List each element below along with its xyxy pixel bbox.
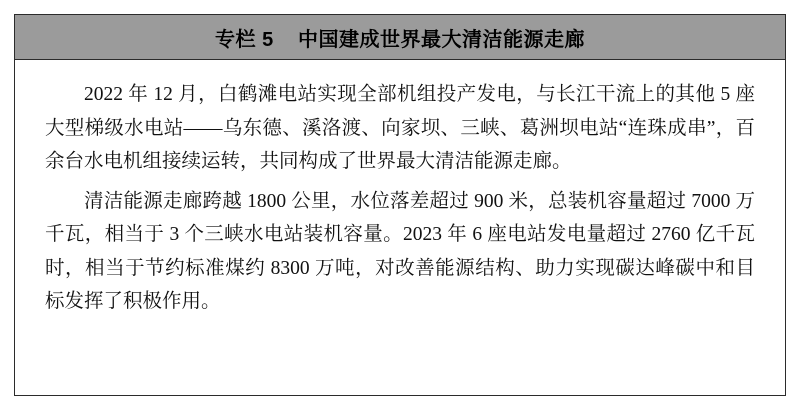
callout-box-title: 专栏 5 中国建成世界最大清洁能源走廊 (215, 28, 585, 51)
callout-box-body (15, 60, 785, 395)
paragraph-2: 清洁能源走廊跨越 1800 公里，水位落差超过 900 米，总装机容量超过 7000 万千瓦，相当于 3 个三峡水电站装机容量。2023 年 6 座电站发电量超过 2760 亿千瓦时，相当于节约标准煤约 8300 万吨，对改善能源结构、助力实现碳达峰碳中和目标发挥了积极作用。 (45, 190, 755, 313)
paragraph-1: 2022 年 12 月，白鹤滩电站实现全部机组投产发电，与长江干流上的其他 5 座大型梯级水电站——乌东德、溪洛渡、向家坝、三峡、葛洲坝电站“连珠成串”，百余台水电机组接续运转，共同构成了世界最大清洁能源走廊。 (45, 84, 755, 173)
callout-box (14, 14, 786, 396)
callout-box-header (15, 15, 785, 60)
